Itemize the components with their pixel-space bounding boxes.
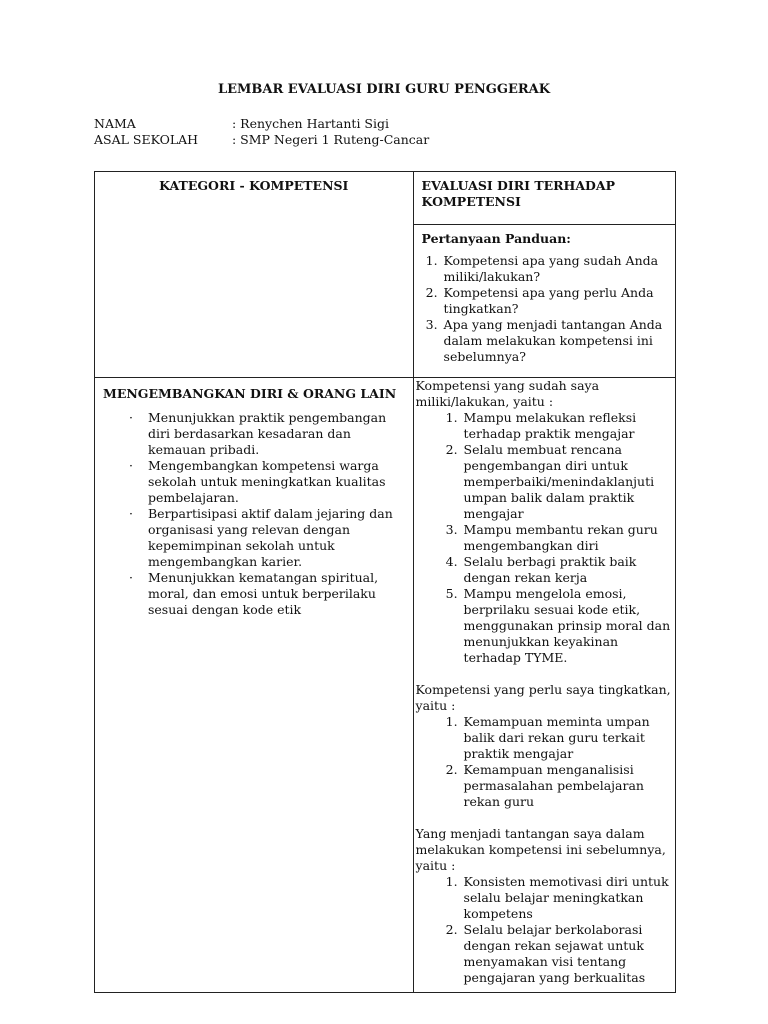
document-title: LEMBAR EVALUASI DIRI GURU PENGGERAK	[217, 82, 551, 97]
name-label: NAMA	[94, 116, 136, 131]
guide-question: 1. Kompetensi apa yang sudah Anda miliki/lakukan?	[442, 253, 667, 285]
list-item	[103, 570, 405, 618]
evaluation-table	[94, 171, 676, 993]
bullet-icon: ·	[129, 410, 133, 425]
list-item: 4. Selalu berbagi praktik baik dengan rekan kerja	[462, 554, 673, 586]
list-item: 2. Kemampuan menganalisisi permasalahan pembelajaran rekan guru	[462, 762, 673, 810]
content-row	[95, 378, 676, 993]
guide-title: Pertanyaan Panduan:	[421, 231, 571, 246]
owned-list	[416, 410, 673, 666]
guide-question: 2. Kompetensi apa yang perlu Anda tingkatkan?	[442, 285, 667, 317]
header-evaluation	[413, 172, 675, 225]
header-row	[95, 172, 676, 225]
group-intro: Kompetensi yang sudah saya miliki/lakukan, yaitu :	[415, 378, 600, 409]
list-item	[103, 506, 405, 570]
school-value: : SMP Negeri 1 Ruteng-Cancar	[232, 132, 430, 147]
list-item	[103, 458, 405, 506]
evaluation-cell	[413, 378, 675, 993]
group-intro: Kompetensi yang perlu saya tingkatkan, yaitu :	[415, 682, 671, 713]
list-item: 2. Selalu belajar berkolaborasi dengan rekan sejawat untuk menyamakan visi tentang pengajaran yang berkualitas	[462, 922, 673, 986]
list-item: 1. Mampu melakukan refleksi terhadap praktik mengajar	[462, 410, 673, 442]
list-item: 3. Mampu membantu rekan guru mengembangkan diri	[462, 522, 673, 554]
guide-question: 3. Apa yang menjadi tantangan Anda dalam melakukan kompetensi ini sebelumnya?	[442, 317, 667, 365]
identity-block	[94, 116, 654, 148]
list-item: 5. Mampu mengelola emosi, berprilaku sesuai kode etik, menggunakan prinsip moral dan menunjukkan keyakinan terhadap TYME.	[462, 586, 673, 666]
list-item: 1. Kemampuan meminta umpan balik dari rekan guru terkait praktik mengajar	[462, 714, 673, 762]
header-category-label: KATEGORI - KOMPETENSI	[159, 178, 349, 193]
bullet-icon: ·	[129, 570, 133, 585]
owned-competencies	[416, 378, 673, 666]
category-title: MENGEMBANGKAN DIRI & ORANG LAIN	[103, 386, 397, 401]
school-label: ASAL SEKOLAH	[94, 132, 199, 147]
bullet-icon: ·	[129, 458, 133, 473]
list-item	[103, 410, 405, 458]
name-row	[94, 116, 654, 132]
school-row	[94, 132, 654, 148]
list-item-text: Berpartisipasi aktif dalam jejaring dan organisasi yang relevan dengan kepemimpinan sekolah untuk mengembangkan karier.	[148, 506, 393, 569]
guide-questions	[422, 253, 667, 365]
header-category	[95, 172, 414, 378]
header-evaluation-label: EVALUASI DIRI TERHADAP KOMPETENSI	[421, 178, 615, 209]
list-item-text: Menunjukkan kematangan spiritual, moral, dan emosi untuk berperilaku sesuai dengan kode etik	[148, 570, 379, 617]
bullet-icon: ·	[129, 506, 133, 521]
category-cell	[95, 378, 414, 993]
list-item-text: Mengembangkan kompetensi warga sekolah untuk meningkatkan kualitas pembelajaran.	[148, 458, 386, 505]
name-value: : Renychen Hartanti Sigi	[232, 116, 389, 131]
list-item: 2. Selalu membuat rencana pengembangan diri untuk memperbaiki/menindaklanjuti umpan balik dalam praktik mengajar	[462, 442, 673, 522]
challenge-list	[416, 874, 673, 986]
list-item: 1. Konsisten memotivasi diri untuk selalu belajar meningkatkan kompetens	[462, 874, 673, 922]
group-intro: Yang menjadi tantangan saya dalam melakukan kompetensi ini sebelumnya, yaitu :	[415, 826, 666, 873]
list-item-text: Menunjukkan praktik pengembangan diri berdasarkan kesadaran dan kemauan pribadi.	[148, 410, 387, 457]
category-items	[103, 410, 405, 618]
improve-competencies	[416, 682, 673, 810]
guide-cell	[413, 225, 675, 378]
challenges	[416, 826, 673, 986]
improve-list	[416, 714, 673, 810]
